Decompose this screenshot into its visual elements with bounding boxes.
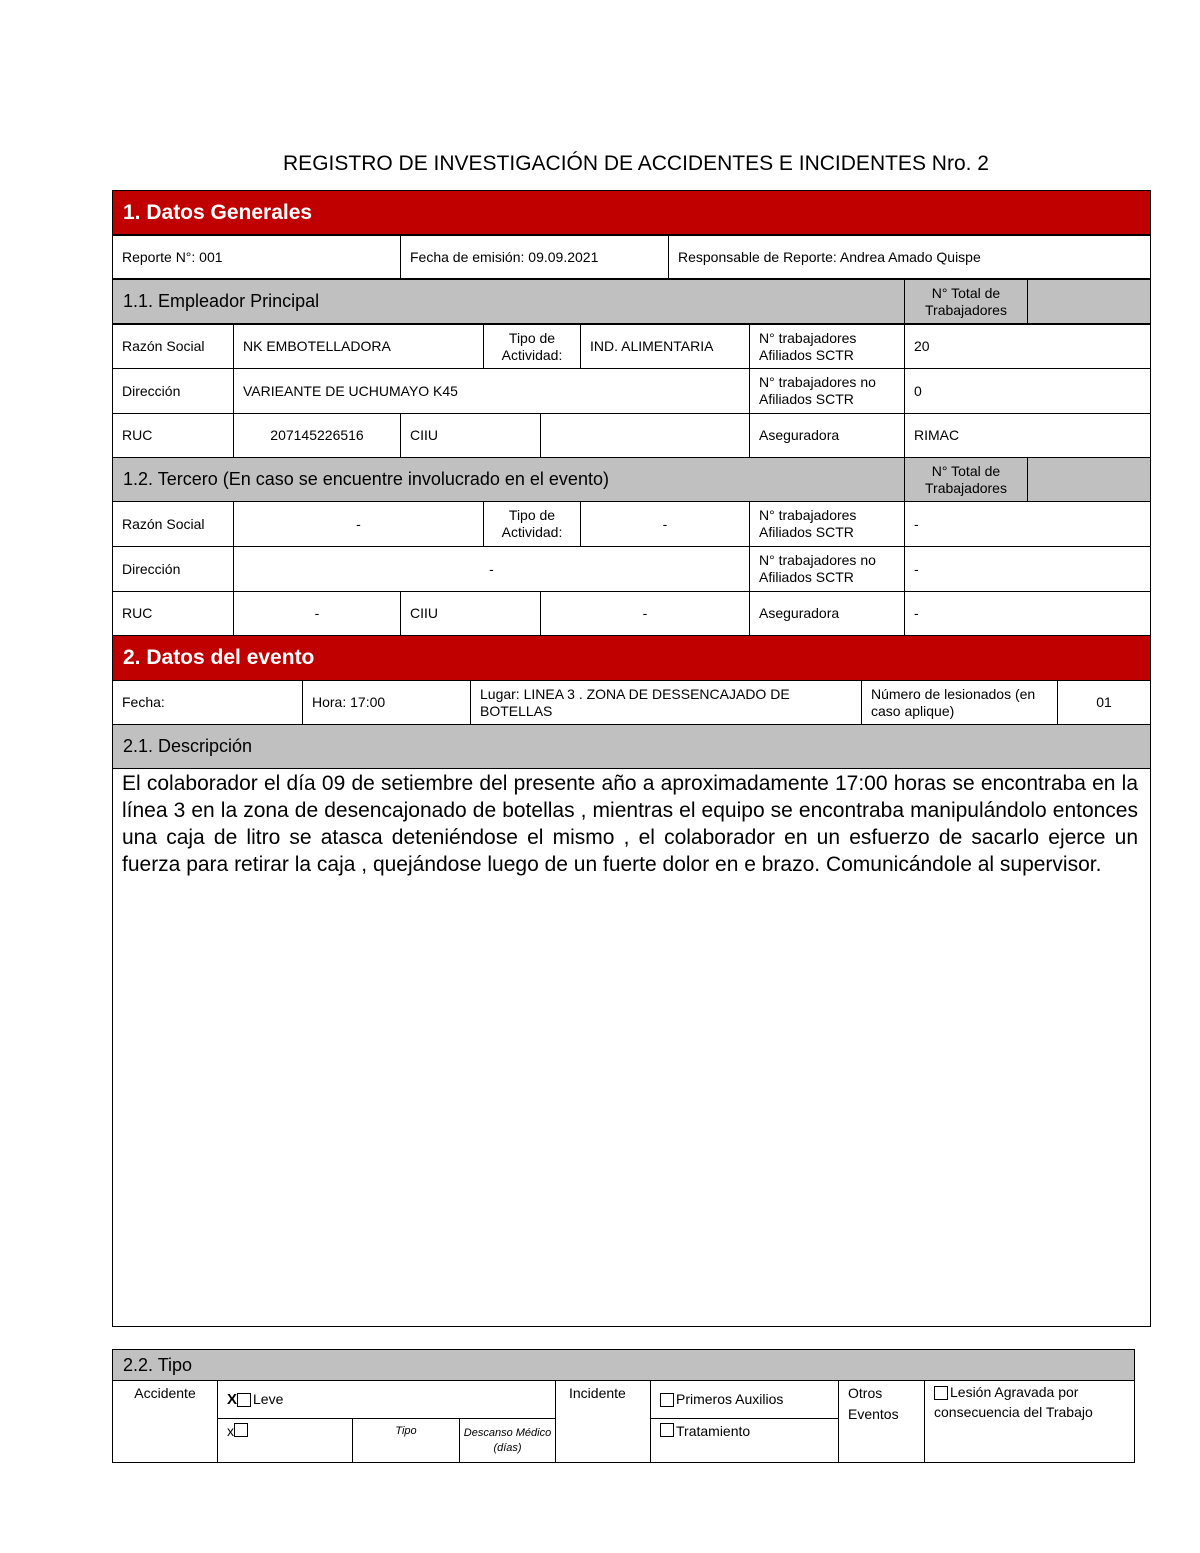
leve-mark: X xyxy=(227,1391,238,1408)
event-time: Hora: 17:00 xyxy=(302,680,471,725)
employer-insurer-label: Aseguradora xyxy=(749,413,905,458)
treatment-option[interactable] xyxy=(650,1418,839,1463)
second-mark: x xyxy=(227,1423,234,1439)
employer-uninsured-label: N° trabajadores no Afiliados SCTR xyxy=(749,368,905,414)
employer-uninsured-value: 0 xyxy=(904,368,1151,414)
descanso-label: Descanso Médico (días) xyxy=(459,1418,556,1463)
first-aid-label: Primeros Auxilios xyxy=(676,1391,784,1407)
injured-count-value: 01 xyxy=(1057,680,1151,725)
third-total-workers-label: N° Total de Trabajadores xyxy=(904,457,1028,502)
third-activity-value: - xyxy=(580,501,750,547)
first-aid-option[interactable] xyxy=(650,1380,839,1419)
aggravated-injury-option[interactable] xyxy=(924,1380,1135,1463)
employer-ciiu-value xyxy=(540,413,750,458)
third-ruc-label: RUC xyxy=(112,591,234,636)
third-activity-label: Tipo de Actividad: xyxy=(483,501,581,547)
employer-activity-value: IND. ALIMENTARIA xyxy=(580,324,750,369)
third-insurer-value: - xyxy=(904,591,1151,636)
third-uninsured-label: N° trabajadores no Afiliados SCTR xyxy=(749,546,905,592)
page-title: REGISTRO DE INVESTIGACIÓN DE ACCIDENTES E INCIDENTES Nro. 2 xyxy=(283,152,989,175)
third-address-value: - xyxy=(233,546,750,592)
employer-activity-label: Tipo de Actividad: xyxy=(483,324,581,369)
third-name-label: Razón Social xyxy=(112,501,234,547)
leve-checkbox[interactable] xyxy=(237,1393,251,1407)
third-party-heading: 1.2. Tercero (En caso se encuentre involucrado en el evento) xyxy=(112,457,905,502)
aggravated-injury-label: Lesión Agravada por consecuencia del Trabajo xyxy=(934,1384,1093,1420)
issue-date: Fecha de emisión: 09.09.2021 xyxy=(400,235,669,279)
third-insurer-label: Aseguradora xyxy=(749,591,905,636)
third-ciiu-label: CIIU xyxy=(400,591,541,636)
other-events-label: Otros Eventos xyxy=(838,1380,925,1463)
type-heading: 2.2. Tipo xyxy=(112,1349,1135,1381)
injured-count-label: Número de lesionados (en caso aplique) xyxy=(861,680,1058,725)
treatment-checkbox[interactable] xyxy=(660,1423,674,1437)
aggravated-injury-checkbox[interactable] xyxy=(934,1386,948,1400)
third-address-label: Dirección xyxy=(112,546,234,592)
second-checkbox[interactable] xyxy=(234,1423,248,1437)
employer-total-workers-label: N° Total de Trabajadores xyxy=(904,279,1028,324)
employer-ruc-label: RUC xyxy=(112,413,234,458)
description-text: El colaborador el día 09 de setiembre del presente año a aproximadamente 17:00 horas se encontraba en la línea 3 en la zona de desencajonado de botellas , mientras el equipo se encontraba manipulándolo entonces una caja de litro se atasca deteniéndose el mismo , el colaborador en un esfuerzo de sacarlo ejerce un fuerza para retirar la caja , quejándose luego de un fuerte dolor en e brazo. Comunicándole al supervisor. xyxy=(122,772,1138,876)
event-date: Fecha: xyxy=(112,680,303,725)
employer-ciiu-label: CIIU xyxy=(400,413,541,458)
treatment-label: Tratamiento xyxy=(676,1423,751,1439)
employer-address-value: VARIEANTE DE UCHUMAYO K45 xyxy=(233,368,750,414)
employer-insured-label: N° trabajadores Afiliados SCTR xyxy=(749,324,905,369)
event-place: Lugar: LINEA 3 . ZONA DE DESSENCAJADO DE BOTELLAS xyxy=(470,680,862,725)
report-number: Reporte N°: 001 xyxy=(112,235,401,279)
employer-total-workers-value xyxy=(1027,279,1151,324)
incident-label: Incidente xyxy=(555,1380,651,1463)
third-uninsured-value: - xyxy=(904,546,1151,592)
third-ciiu-value: - xyxy=(540,591,750,636)
employer-insured-value: 20 xyxy=(904,324,1151,369)
report-responsible: Responsable de Reporte: Andrea Amado Quispe xyxy=(668,235,1151,279)
employer-insurer-value: RIMAC xyxy=(904,413,1151,458)
third-name-value: - xyxy=(233,501,484,547)
accident-label: Accidente xyxy=(112,1380,218,1463)
employer-name-label: Razón Social xyxy=(112,324,234,369)
third-insured-label: N° trabajadores Afiliados SCTR xyxy=(749,501,905,547)
section-general-heading: 1. Datos Generales xyxy=(112,190,1151,235)
second-option[interactable] xyxy=(217,1418,353,1463)
description-heading: 2.1. Descripción xyxy=(112,724,1151,769)
leve-option[interactable] xyxy=(217,1380,556,1419)
employer-heading: 1.1. Empleador Principal xyxy=(112,279,905,324)
third-ruc-value: - xyxy=(233,591,401,636)
first-aid-checkbox[interactable] xyxy=(660,1393,674,1407)
section-event-heading: 2. Datos del evento xyxy=(112,635,1151,681)
employer-address-label: Dirección xyxy=(112,368,234,414)
third-insured-value: - xyxy=(904,501,1151,547)
leve-label: Leve xyxy=(253,1391,284,1407)
third-total-workers-value xyxy=(1027,457,1151,502)
tipo-label: Tipo xyxy=(352,1418,460,1463)
employer-name-value: NK EMBOTELLADORA xyxy=(233,324,484,369)
employer-ruc-value: 207145226516 xyxy=(233,413,401,458)
